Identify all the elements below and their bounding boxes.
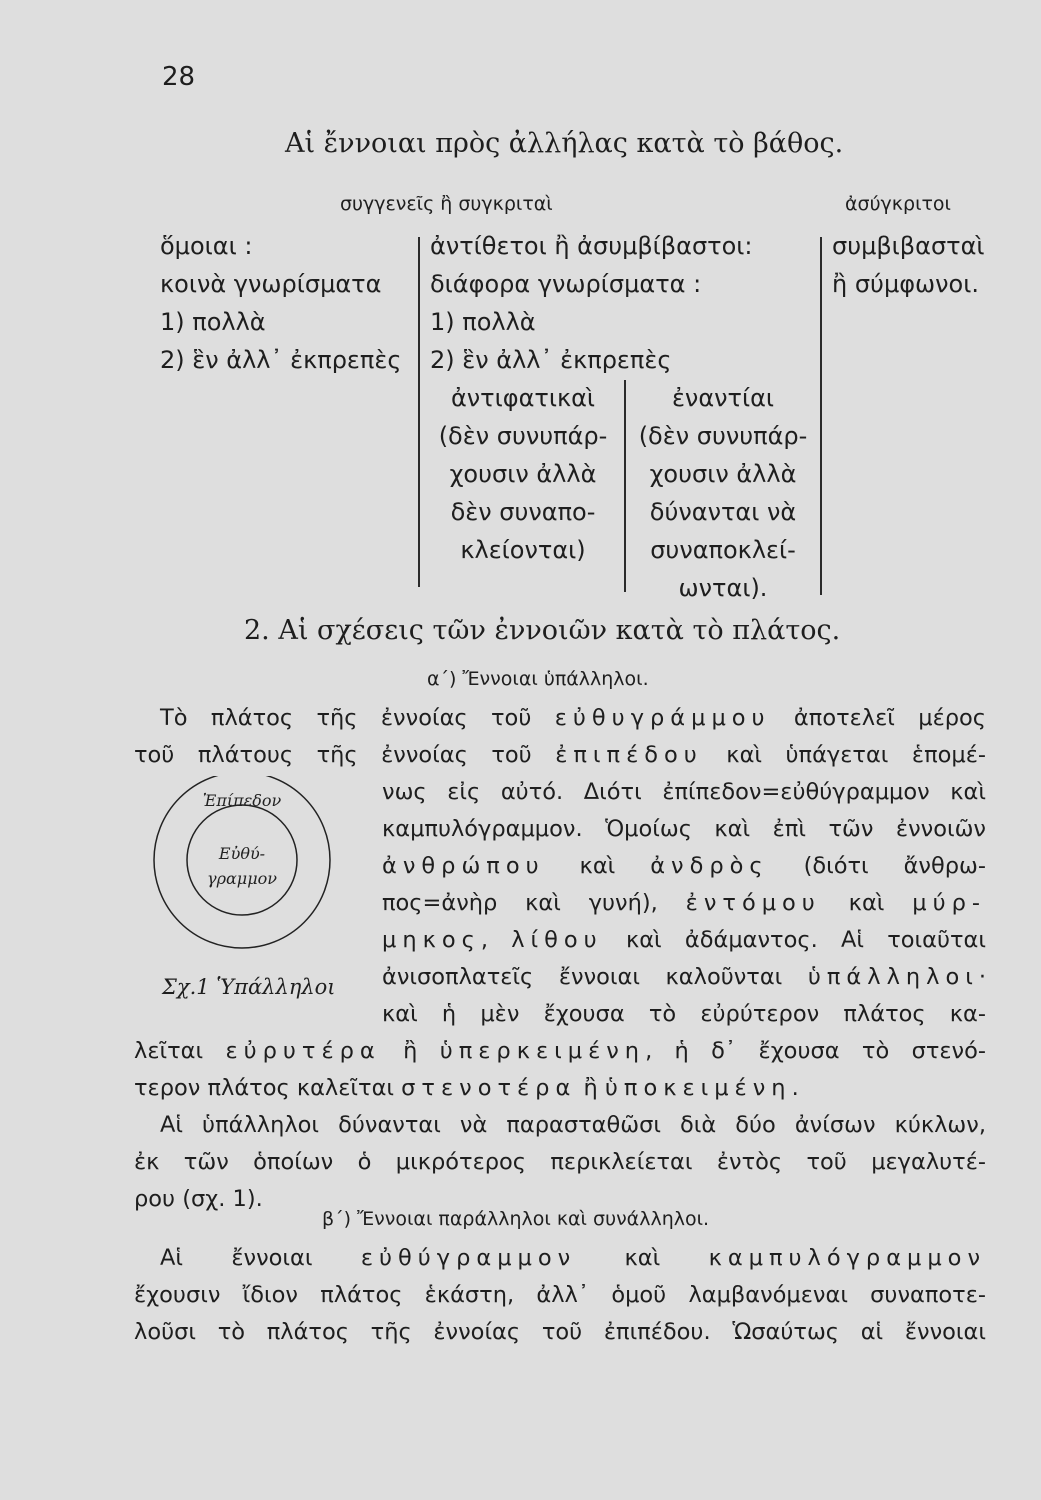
text-line: πος=ἀνὴρ καὶ γυνή), ἐντόμου καὶ μύρ- <box>382 890 986 916</box>
paragraph-1-side <box>382 774 986 1033</box>
spaced-term: στενοτέρα <box>401 1075 577 1101</box>
contradictory-line: χουσιν ἀλλὰ <box>449 460 597 488</box>
paragraph-2 <box>134 1107 986 1218</box>
column-compatible <box>832 227 985 303</box>
opposite-line: 1) πολλὰ <box>430 308 536 336</box>
inner-circle-label-1: Εὐθύ- <box>218 844 266 863</box>
similar-line: ὅμοιαι : <box>160 232 253 260</box>
text-line: καὶ ἡ μὲν ἔχουσα τὸ εὐρύτερον πλάτος κα- <box>382 1001 986 1027</box>
paragraph-1-top <box>134 700 986 774</box>
spaced-term: μύρ- <box>912 890 986 916</box>
contrary-line: συναποκλεί- <box>650 536 796 564</box>
compatible-line: ἢ σύμφωνοι. <box>832 270 979 298</box>
spaced-term: εὐρυτέρα <box>225 1038 381 1064</box>
subheading-parallel: β΄) Ἔννοιαι παράλληλοι καὶ συνάλληλοι. <box>322 1208 710 1230</box>
text-line: νως εἰς αὐτό. Διότι ἐπίπεδον=εὐθύγραμμον καὶ <box>382 779 986 805</box>
text-line: τερον πλάτος καλεῖται στενοτέρα ἢ ὑποκειμένη. <box>134 1075 799 1101</box>
compatible-line: συμβιβασταὶ <box>832 232 985 260</box>
text-line: τοῦ πλάτους τῆς ἐννοίας τοῦ ἐπιπέδου καὶ ὑπάγεται ἑπομέ- <box>134 742 986 768</box>
text-line: Αἱ ὑπάλληλοι δύνανται νὰ παρασταθῶσι διὰ δύο ἀνίσων κύκλων, <box>160 1112 986 1138</box>
section-title-depth: Αἱ ἔννοιαι πρὸς ἀλλήλας κατὰ τὸ βάθος. <box>285 128 844 159</box>
paragraph-3 <box>134 1240 986 1351</box>
spaced-term: καμπυλόγραμμον <box>708 1245 987 1271</box>
similar-line: 2) ἓν ἀλλ᾽ ἐκπρεπὲς <box>160 346 402 374</box>
text-line: Αἱ ἔννοιαι εὐθύγραμμον καὶ καμπυλόγραμμον <box>160 1245 987 1271</box>
text-line: λοῦσι τὸ πλάτος τῆς ἐννοίας τοῦ ἐπιπέδου. Ὡσαύτως αἱ ἔννοιαι <box>134 1319 986 1345</box>
similar-line: 1) πολλὰ <box>160 308 266 336</box>
similar-line: κοινὰ γνωρίσματα <box>160 270 382 298</box>
contrary-line: ωνται). <box>678 574 768 602</box>
table-rule-left <box>418 237 420 587</box>
spaced-term: μηκος <box>382 927 481 953</box>
column-contrary <box>630 379 816 607</box>
column-similar <box>160 227 401 379</box>
spaced-term: ἀνδρὸς <box>650 853 769 879</box>
spaced-term: ὑπερκειμένη <box>439 1038 646 1064</box>
spaced-term: εὐθύγραμμον <box>360 1245 577 1271</box>
opposite-line: ἀντίθετοι ἢ ἀσυμβίβαστοι: <box>430 232 753 260</box>
column-opposite <box>430 227 753 379</box>
spaced-term: ὑποκειμένη <box>604 1075 792 1101</box>
text-line: ἔχουσιν ἴδιον πλάτος ἑκάστη, ἀλλ᾽ ὁμοῦ λαμβανόμεναι συναποτε- <box>134 1282 986 1308</box>
contradictory-line: (δὲν συνυπάρ- <box>438 422 608 450</box>
spaced-term: ἐπιπέδου <box>555 742 703 768</box>
group-label-related: συγγενεῖς ἢ συγκριταὶ <box>340 193 553 215</box>
spaced-term: ὑπάλληλοι <box>807 964 979 990</box>
text-line: ἀνθρώπου καὶ ἀνδρὸς (διότι ἄνθρω- <box>382 853 987 879</box>
contrary-line: χουσιν ἀλλὰ <box>649 460 797 488</box>
text-line: ἐκ τῶν ὁποίων ὁ μικρότερος περικλείεται ἐντὸς τοῦ μεγαλυτέ- <box>134 1149 986 1175</box>
text-line: Τὸ πλάτος τῆς ἐννοίας τοῦ εὐθυγράμμου ἀποτελεῖ μέρος <box>160 705 986 731</box>
subordinate-concepts-figure <box>148 776 368 976</box>
page-number: 28 <box>162 62 196 92</box>
paragraph-1-bottom <box>134 1033 986 1107</box>
contrary-line: δύνανται νὰ <box>649 498 797 526</box>
spaced-term: ἀνθρώπου <box>382 853 545 879</box>
inner-circle-label-2: γραμμον <box>207 869 277 888</box>
text-line: ρου (σχ. 1). <box>134 1186 263 1212</box>
group-label-unrelated: ἀσύγκριτοι <box>845 193 951 215</box>
text-line: μηκος, λίθου καὶ ἀδάμαντος. Αἱ τοιαῦται <box>382 927 986 953</box>
opposite-line: 2) ἓν ἀλλ᾽ ἐκπρεπὲς <box>430 346 672 374</box>
text-line: λεῖται εὐρυτέρα ἢ ὑπερκειμένη, ἡ δ᾽ ἔχουσα τὸ στενό- <box>134 1038 986 1064</box>
spaced-term: ἐντόμου <box>685 890 821 916</box>
opposite-line: διάφορα γνωρίσματα : <box>430 270 702 298</box>
spaced-term: εὐθυγράμμου <box>554 705 771 731</box>
subheading-subordinate: α΄) Ἔννοιαι ὑπάλληλοι. <box>427 668 649 690</box>
table-rule-middle <box>624 380 626 592</box>
contradictory-line: κλείονται) <box>460 536 586 564</box>
contradictory-line: ἀντιφατικαὶ <box>450 384 596 412</box>
text-line: καμπυλόγραμμον. Ὁμοίως καὶ ἐπὶ τῶν ἐννοιῶν <box>382 816 986 842</box>
contradictory-line: δὲν συναπο- <box>450 498 596 526</box>
outer-circle-label: Ἐπίπεδον <box>202 791 282 810</box>
figure-caption: Σχ.1 Ὑπάλληλοι <box>162 975 336 999</box>
text-line: ἀνισοπλατεῖς ἔννοιαι καλοῦνται ὑπάλληλοι· <box>382 964 986 990</box>
spaced-term: λίθου <box>511 927 603 953</box>
contrary-line: (δὲν συνυπάρ- <box>638 422 808 450</box>
section-title-breadth: 2. Αἱ σχέσεις τῶν ἐννοιῶν κατὰ τὸ πλάτος. <box>244 615 841 646</box>
column-contradictory <box>430 379 616 569</box>
contrary-line: ἐναντίαι <box>671 384 775 412</box>
table-rule-right <box>820 237 822 595</box>
